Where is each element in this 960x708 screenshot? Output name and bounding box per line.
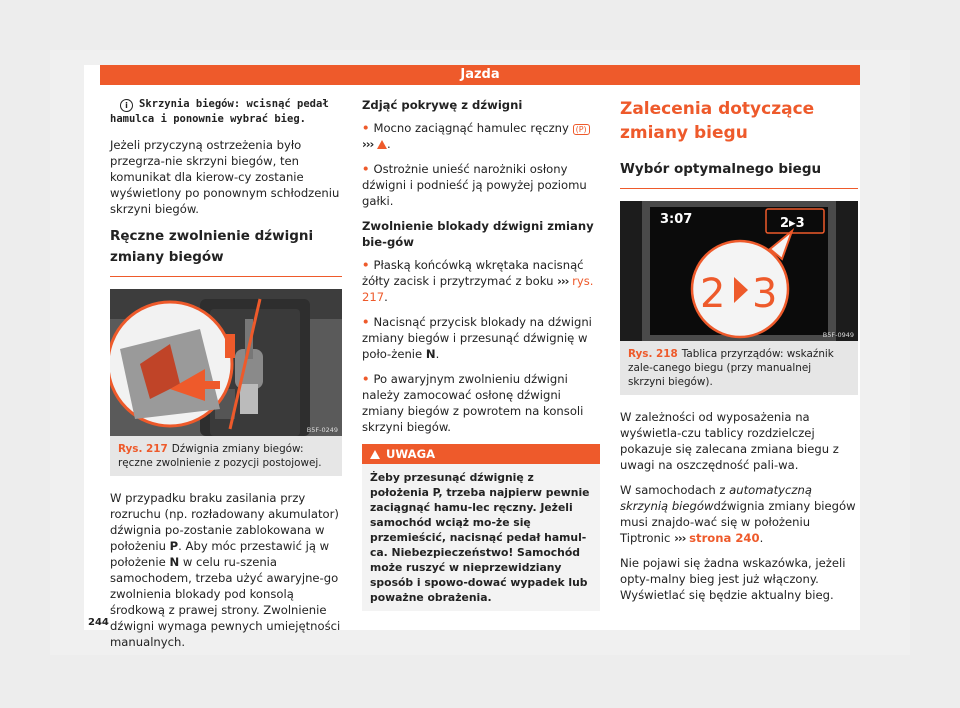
paragraph: W zależności od wyposażenia na wyświetla-czu tablicy rozdzielczej pokazuje się zalecana zmiana biegu z uwagi na oszczędność pali-wa. [620,410,839,472]
caption-text: Dźwignia zmiany biegów: ręczne zwolnienie z pozycji postojowej. [118,443,322,469]
paragraph [110,490,342,650]
figure-number: Rys. 218 [628,348,678,360]
text-bold: N [169,555,180,569]
paragraph: Nie pojawi się żadna wskazówka, jeżeli opty-malny bieg jest już włączony. Wyświetlać się będzie aktualny bieg. [620,556,846,602]
gear-target-large: 3 [752,271,778,317]
clock-readout: 3:07 [660,212,693,227]
text-run: w celu ru-szenia samochodem, trzeba użyć awaryjne-go zwolnienia blokady pod konsolą środkową z prawej strony. Zwolnienie dźwigni wymaga pewnych umiejętności manualnych. [110,555,341,649]
figure-caption [110,436,342,476]
arrow-reference: ››› [674,531,686,545]
warning-icon [377,140,387,149]
figure-217 [110,289,342,476]
subheading: Zwolnienie blokady dźwigni zmiany bie-gów [362,219,594,249]
paragraph: Jeżeli przyczyną ostrzeżenia było przegrza-nie skrzyni biegów, ten komunikat dla kierow-cy zostanie wyświetlony po ponownym schłodzeniu skrzyni biegów. [110,138,340,216]
warning-text: Żeby przesunąć dźwignię z położenia P, trzeba najpierw pewnie zaciągnąć hamu-lec ręczny. Jeżeli samochód wciąż mo-że się przemieścić, nacisnąć pedał hamul-ca. Niebezpieczeństwo! Samochód może ruszyć w nieprzewidziany sposób i spowo-dować wypadek lub poważne obrażenia. [370,471,590,604]
column-middle [362,97,600,611]
text-run: dźwignia zmiany biegów musi znajdo-wać się w położeniu Tiptronic [620,499,856,545]
text-bold: P [169,539,179,553]
figure-218 [620,201,858,395]
text-run: Nacisnąć przycisk blokady na dźwigni zmiany biegów i przesunąć dźwignię w poło-żenie [362,315,592,361]
paragraph: W samochodach z automatyczną skrzynią biegówdźwignia zmiany biegów musi znajdo-wać się w położeniu Tiptronic ››› strona 240. [620,483,856,545]
bullet-item: • Nacisnąć przycisk blokady na dźwigni zmiany biegów i przesunąć dźwignię w poło-żenie N. [362,314,600,362]
page-link[interactable]: strona 240 [689,531,760,545]
figure-image [110,289,342,436]
bullet-item: • Ostrożnie unieść narożniki osłony dźwigni i podnieść ją powyżej poziomu gałki. [362,161,600,209]
section-header: Jazda [100,65,860,85]
parking-brake-icon: (P) [573,124,590,135]
warning-icon [370,450,380,459]
figure-link[interactable]: rys. 217 [362,274,594,304]
page-number: 244 [88,617,109,628]
figure-image [620,201,858,341]
column-left [110,97,342,659]
warning-header [362,444,600,464]
figure-id: B5F-0949 [822,331,854,339]
figure-id: B5F-0249 [306,426,338,434]
figure-caption [620,341,858,395]
bullet-item: • Płaską końcówką wkrętaka nacisnąć żółty zacisk i przytrzymać z boku ››› rys. 217. [362,257,600,305]
warning-title: UWAGA [386,447,436,461]
subheading: Zdjąć pokrywę z dźwigni [362,98,523,112]
section-heading: Wybór optymalnego biegu [620,159,858,189]
text-bold: N [425,347,436,361]
gear-hint-small: 2▸3 [780,216,805,231]
warning-box [362,444,600,611]
chapter-heading: Zalecenia dotyczące zmiany biegu [620,99,815,143]
text-run: Mocno zaciągnąć hamulec ręczny [373,121,573,135]
arrow-reference: ››› [362,137,374,151]
text-italic: automatyczną skrzynią biegów [620,483,812,513]
arrow-reference: ››› [557,274,569,288]
notice-text: Skrzynia biegów: wcisnąć pedał hamulca i ponownie wybrać bieg. [110,98,329,125]
figure-number: Rys. 217 [118,443,168,455]
caption-text: Tablica przyrządów: wskaźnik zale-canego biegu (przy manualnej skrzyni biegów). [628,348,834,388]
text-run: W przypadku braku zasilania przy rozruchu (np. rozładowany akumulator) dźwignia po-zostanie zablokowana w położeniu [110,491,339,553]
notice-message [110,97,342,127]
column-right [620,97,858,612]
section-heading: Ręczne zwolnienie dźwigni zmiany biegów [110,226,342,277]
bullet-item: • Po awaryjnym zwolnieniu dźwigni należy zamocować osłonę dźwigni zmiany biegów z powrotem na konsoli skrzyni biegów. [362,371,600,435]
info-icon: i [120,99,133,112]
text-run: W samochodach z [620,483,730,497]
bullet-item: • Mocno zaciągnąć hamulec ręczny (P) ››› . [362,120,600,152]
text-run: . Aby móc przestawić ją w położenie [110,539,330,569]
gear-indicator-illustration [620,201,858,341]
gear-lever-illustration [110,289,342,436]
text-run: Płaską końcówką wkrętaka nacisnąć żółty zacisk i przytrzymać z boku [362,258,584,288]
gear-current-large: 2 [700,271,726,317]
